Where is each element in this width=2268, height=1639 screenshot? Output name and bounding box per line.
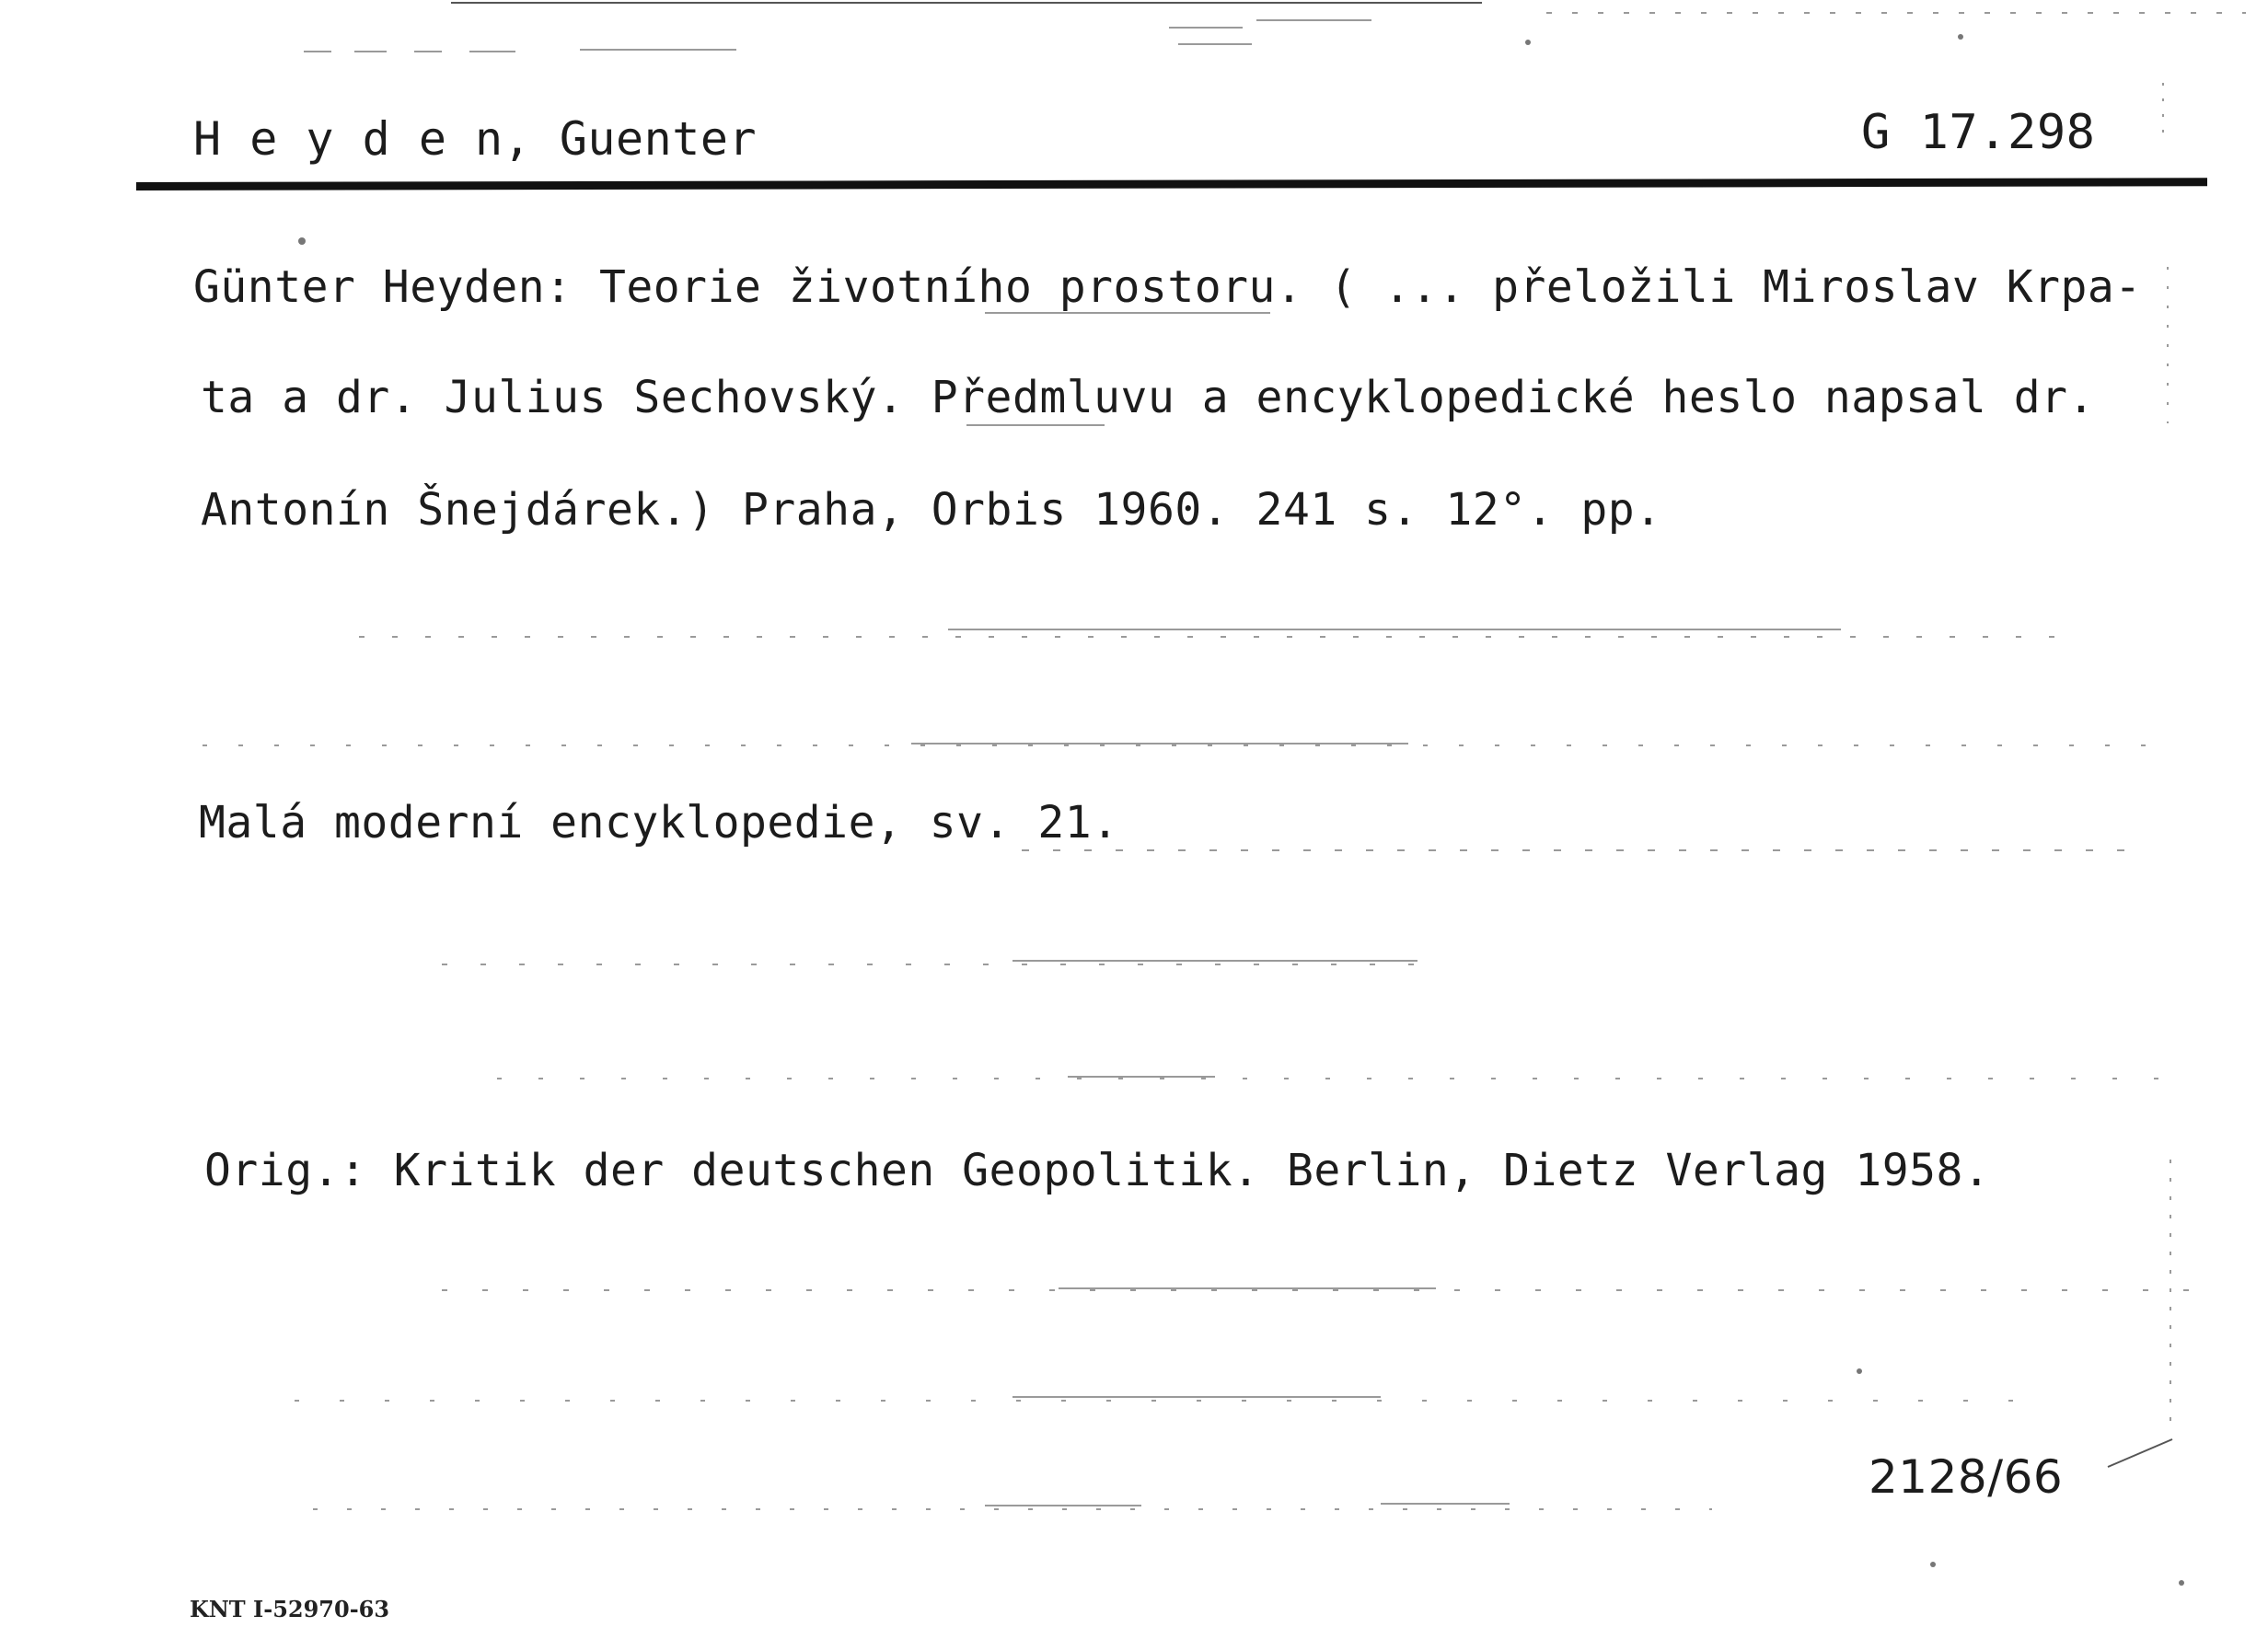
accession-number: 2128/66	[1869, 1450, 2064, 1504]
title-line-3: Antonín Šnejdárek.) Praha, Orbis 1960. 241 s. 12°. pp.	[201, 484, 1662, 536]
original-title-note: Orig.: Kritik der deutschen Geopolitik. Berlin, Dietz Verlag 1958.	[204, 1145, 1991, 1196]
series-note: Malá moderní encyklopedie, sv. 21.	[199, 797, 1119, 848]
call-number: G 17.298	[1861, 105, 2096, 160]
title-line-2: ta a dr. Julius Sechovský. Předmluvu a encyklopedické heslo napsal dr.	[201, 372, 2095, 423]
printer-mark: KNT I-52970-63	[190, 1596, 390, 1622]
author-heading: H e y d e n, Guenter	[193, 112, 758, 166]
title-line-1: Günter Heyden: Teorie životního prostoru. ( ... přeložili Miroslav Krpa-	[193, 261, 2142, 313]
